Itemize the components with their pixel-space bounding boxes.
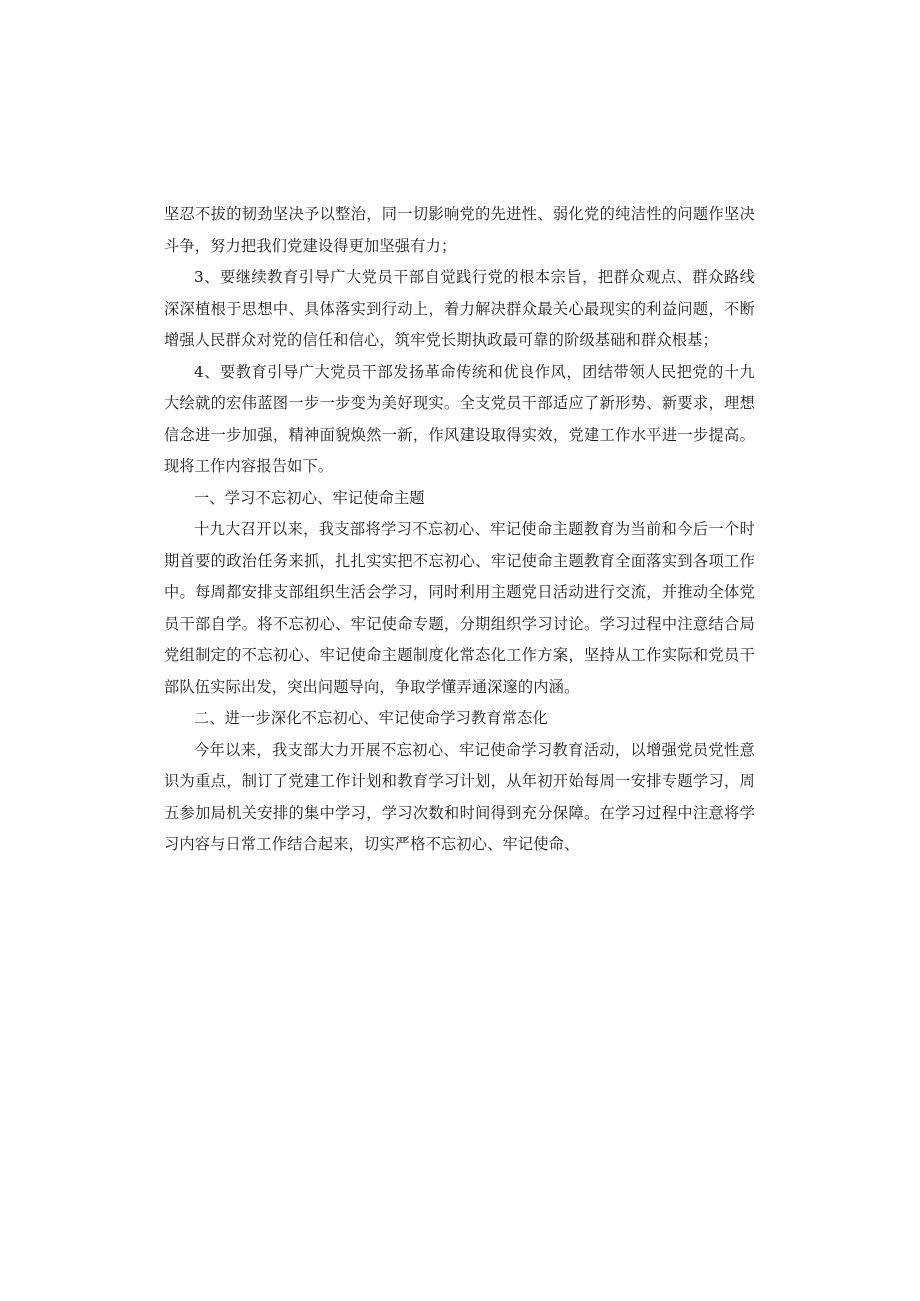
document-body <box>164 199 755 861</box>
section-heading-2 <box>164 703 755 735</box>
paragraph-text: 、要继续教育引导广大党员干部自觉践行党的根本宗旨，把群众观点、群众路线深深植根于思想中、具体落实到行动上，着力解决群众最关心最现实的利益问题，不断增强人民群众对党的信任和信心，筑牢党长期执政最可靠的阶级基础和群众根基； <box>164 268 755 349</box>
paragraph-section-2-body <box>164 735 755 861</box>
paragraph-text: 、要教育引导广大党员干部发扬革命传统和优良作风，团结带领人民把党的十九大绘就的宏伟蓝图一步一步变为美好现实。全支党员干部适应了新形势、新要求，理想信念进一步加强，精神面貌焕然一新，作风建设取得实效，党建工作水平进一步提高。现将工作内容报告如下。 <box>164 362 755 475</box>
item-number: 4 <box>194 362 204 381</box>
heading-text: 二、进一步深化不忘初心、牢记使命学习教育常态化 <box>194 709 548 727</box>
paragraph-item-4 <box>164 357 755 483</box>
item-number: 3 <box>194 268 204 286</box>
paragraph-item-3 <box>164 262 755 357</box>
section-heading-1 <box>164 483 755 515</box>
heading-text: 一、学习不忘初心、牢记使命主题 <box>194 488 425 507</box>
paragraph-continuation <box>164 199 755 262</box>
paragraph-text: 坚忍不拔的韧劲坚决予以整治，同一切影响党的先进性、弱化党的纯洁性的问题作坚决斗争，努力把我们党建设得更加坚强有力； <box>164 205 755 255</box>
paragraph-text: 今年以来，我支部大力开展不忘初心、牢记使命学习教育活动，以增强党员党性意识为重点，制订了党建工作计划和教育学习计划，从年初开始每周一安排专题学习，周五参加局机关安排的集中学习，学习次数和时间得到充分保障。在学习过程中注意将学习内容与日常工作结合起来，切实严格不忘初心、牢记使命、 <box>164 740 755 853</box>
paragraph-text: 十九大召开以来，我支部将学习不忘初心、牢记使命主题教育为当前和今后一个时期首要的政治任务来抓，扎扎实实把不忘初心、牢记使命主题教育全面落实到各项工作中。每周都安排支部组织生活会学习，同时利用主题党日活动进行交流，并推动全体党员干部自学。将不忘初心、牢记使命专题，分期组织学习讨论。学习过程中注意结合局党组制定的不忘初心、牢记使命主题制度化常态化工作方案，坚持从工作实际和党员干部队伍实际出发，突出问题导向，争取学懂弄通深邃的内涵。 <box>164 520 755 696</box>
paragraph-section-1-body <box>164 514 755 703</box>
